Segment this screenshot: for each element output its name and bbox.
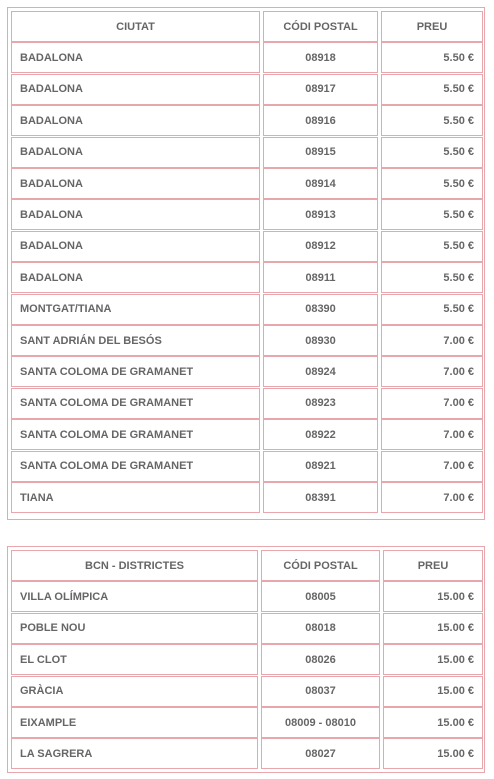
cell-city: BADALONA	[11, 262, 260, 293]
cell-price: 5.50 €	[381, 137, 483, 168]
cell-postal-code: 08917	[263, 74, 378, 105]
cell-city: BADALONA	[11, 168, 260, 199]
cell-price: 15.00 €	[383, 581, 483, 612]
cell-price: 15.00 €	[383, 738, 483, 769]
cell-city: SANTA COLOMA DE GRAMANET	[11, 451, 260, 482]
cell-postal-code: 08037	[261, 676, 380, 707]
postal-price-table-districts	[7, 546, 485, 773]
cell-city: POBLE NOU	[11, 613, 258, 644]
cell-postal-code: 08911	[263, 262, 378, 293]
cell-price: 5.50 €	[381, 168, 483, 199]
cell-city: EIXAMPLE	[11, 707, 258, 738]
cell-city: SANTA COLOMA DE GRAMANET	[11, 419, 260, 450]
cell-postal-code: 08018	[261, 613, 380, 644]
cell-city: BADALONA	[11, 42, 260, 73]
cell-price: 15.00 €	[383, 676, 483, 707]
cell-city: MONTGAT/TIANA	[11, 294, 260, 325]
cell-price: 15.00 €	[383, 644, 483, 675]
cell-price: 7.00 €	[381, 388, 483, 419]
header-price: PREU	[381, 11, 483, 42]
postal-price-table-cities	[7, 7, 485, 520]
header-city: CIUTAT	[11, 11, 260, 42]
cell-postal-code: 08921	[263, 451, 378, 482]
cell-postal-code: 08005	[261, 581, 380, 612]
cell-price: 5.50 €	[381, 199, 483, 230]
cell-price: 5.50 €	[381, 42, 483, 73]
cell-city: TIANA	[11, 482, 260, 513]
cell-postal-code: 08916	[263, 105, 378, 136]
cell-price: 7.00 €	[381, 482, 483, 513]
cell-postal-code: 08027	[261, 738, 380, 769]
cell-postal-code: 08009 - 08010	[261, 707, 380, 738]
cell-postal-code: 08930	[263, 325, 378, 356]
cell-postal-code: 08914	[263, 168, 378, 199]
cell-price: 15.00 €	[383, 707, 483, 738]
cell-city: BADALONA	[11, 199, 260, 230]
cell-postal-code: 08390	[263, 294, 378, 325]
cell-city: SANT ADRIÁN DEL BESÓS	[11, 325, 260, 356]
cell-postal-code: 08026	[261, 644, 380, 675]
cell-city: SANTA COLOMA DE GRAMANET	[11, 356, 260, 387]
cell-city: BADALONA	[11, 74, 260, 105]
header-price: PREU	[383, 550, 483, 581]
cell-city: BADALONA	[11, 105, 260, 136]
cell-price: 5.50 €	[381, 105, 483, 136]
cell-postal-code: 08922	[263, 419, 378, 450]
cell-city: BADALONA	[11, 137, 260, 168]
cell-price: 5.50 €	[381, 231, 483, 262]
cell-city: LA SAGRERA	[11, 738, 258, 769]
cell-price: 15.00 €	[383, 613, 483, 644]
cell-city: SANTA COLOMA DE GRAMANET	[11, 388, 260, 419]
header-postal-code: CÓDI POSTAL	[261, 550, 380, 581]
cell-postal-code: 08918	[263, 42, 378, 73]
cell-city: GRÀCIA	[11, 676, 258, 707]
cell-price: 7.00 €	[381, 419, 483, 450]
cell-price: 7.00 €	[381, 325, 483, 356]
cell-postal-code: 08923	[263, 388, 378, 419]
cell-city: VILLA OLÍMPICA	[11, 581, 258, 612]
cell-postal-code: 08912	[263, 231, 378, 262]
cell-price: 5.50 €	[381, 294, 483, 325]
cell-price: 5.50 €	[381, 74, 483, 105]
cell-price: 5.50 €	[381, 262, 483, 293]
cell-city: EL CLOT	[11, 644, 258, 675]
cell-postal-code: 08391	[263, 482, 378, 513]
header-city: BCN - DISTRICTES	[11, 550, 258, 581]
header-postal-code: CÓDI POSTAL	[263, 11, 378, 42]
cell-price: 7.00 €	[381, 451, 483, 482]
cell-postal-code: 08913	[263, 199, 378, 230]
cell-postal-code: 08924	[263, 356, 378, 387]
cell-postal-code: 08915	[263, 137, 378, 168]
cell-city: BADALONA	[11, 231, 260, 262]
cell-price: 7.00 €	[381, 356, 483, 387]
